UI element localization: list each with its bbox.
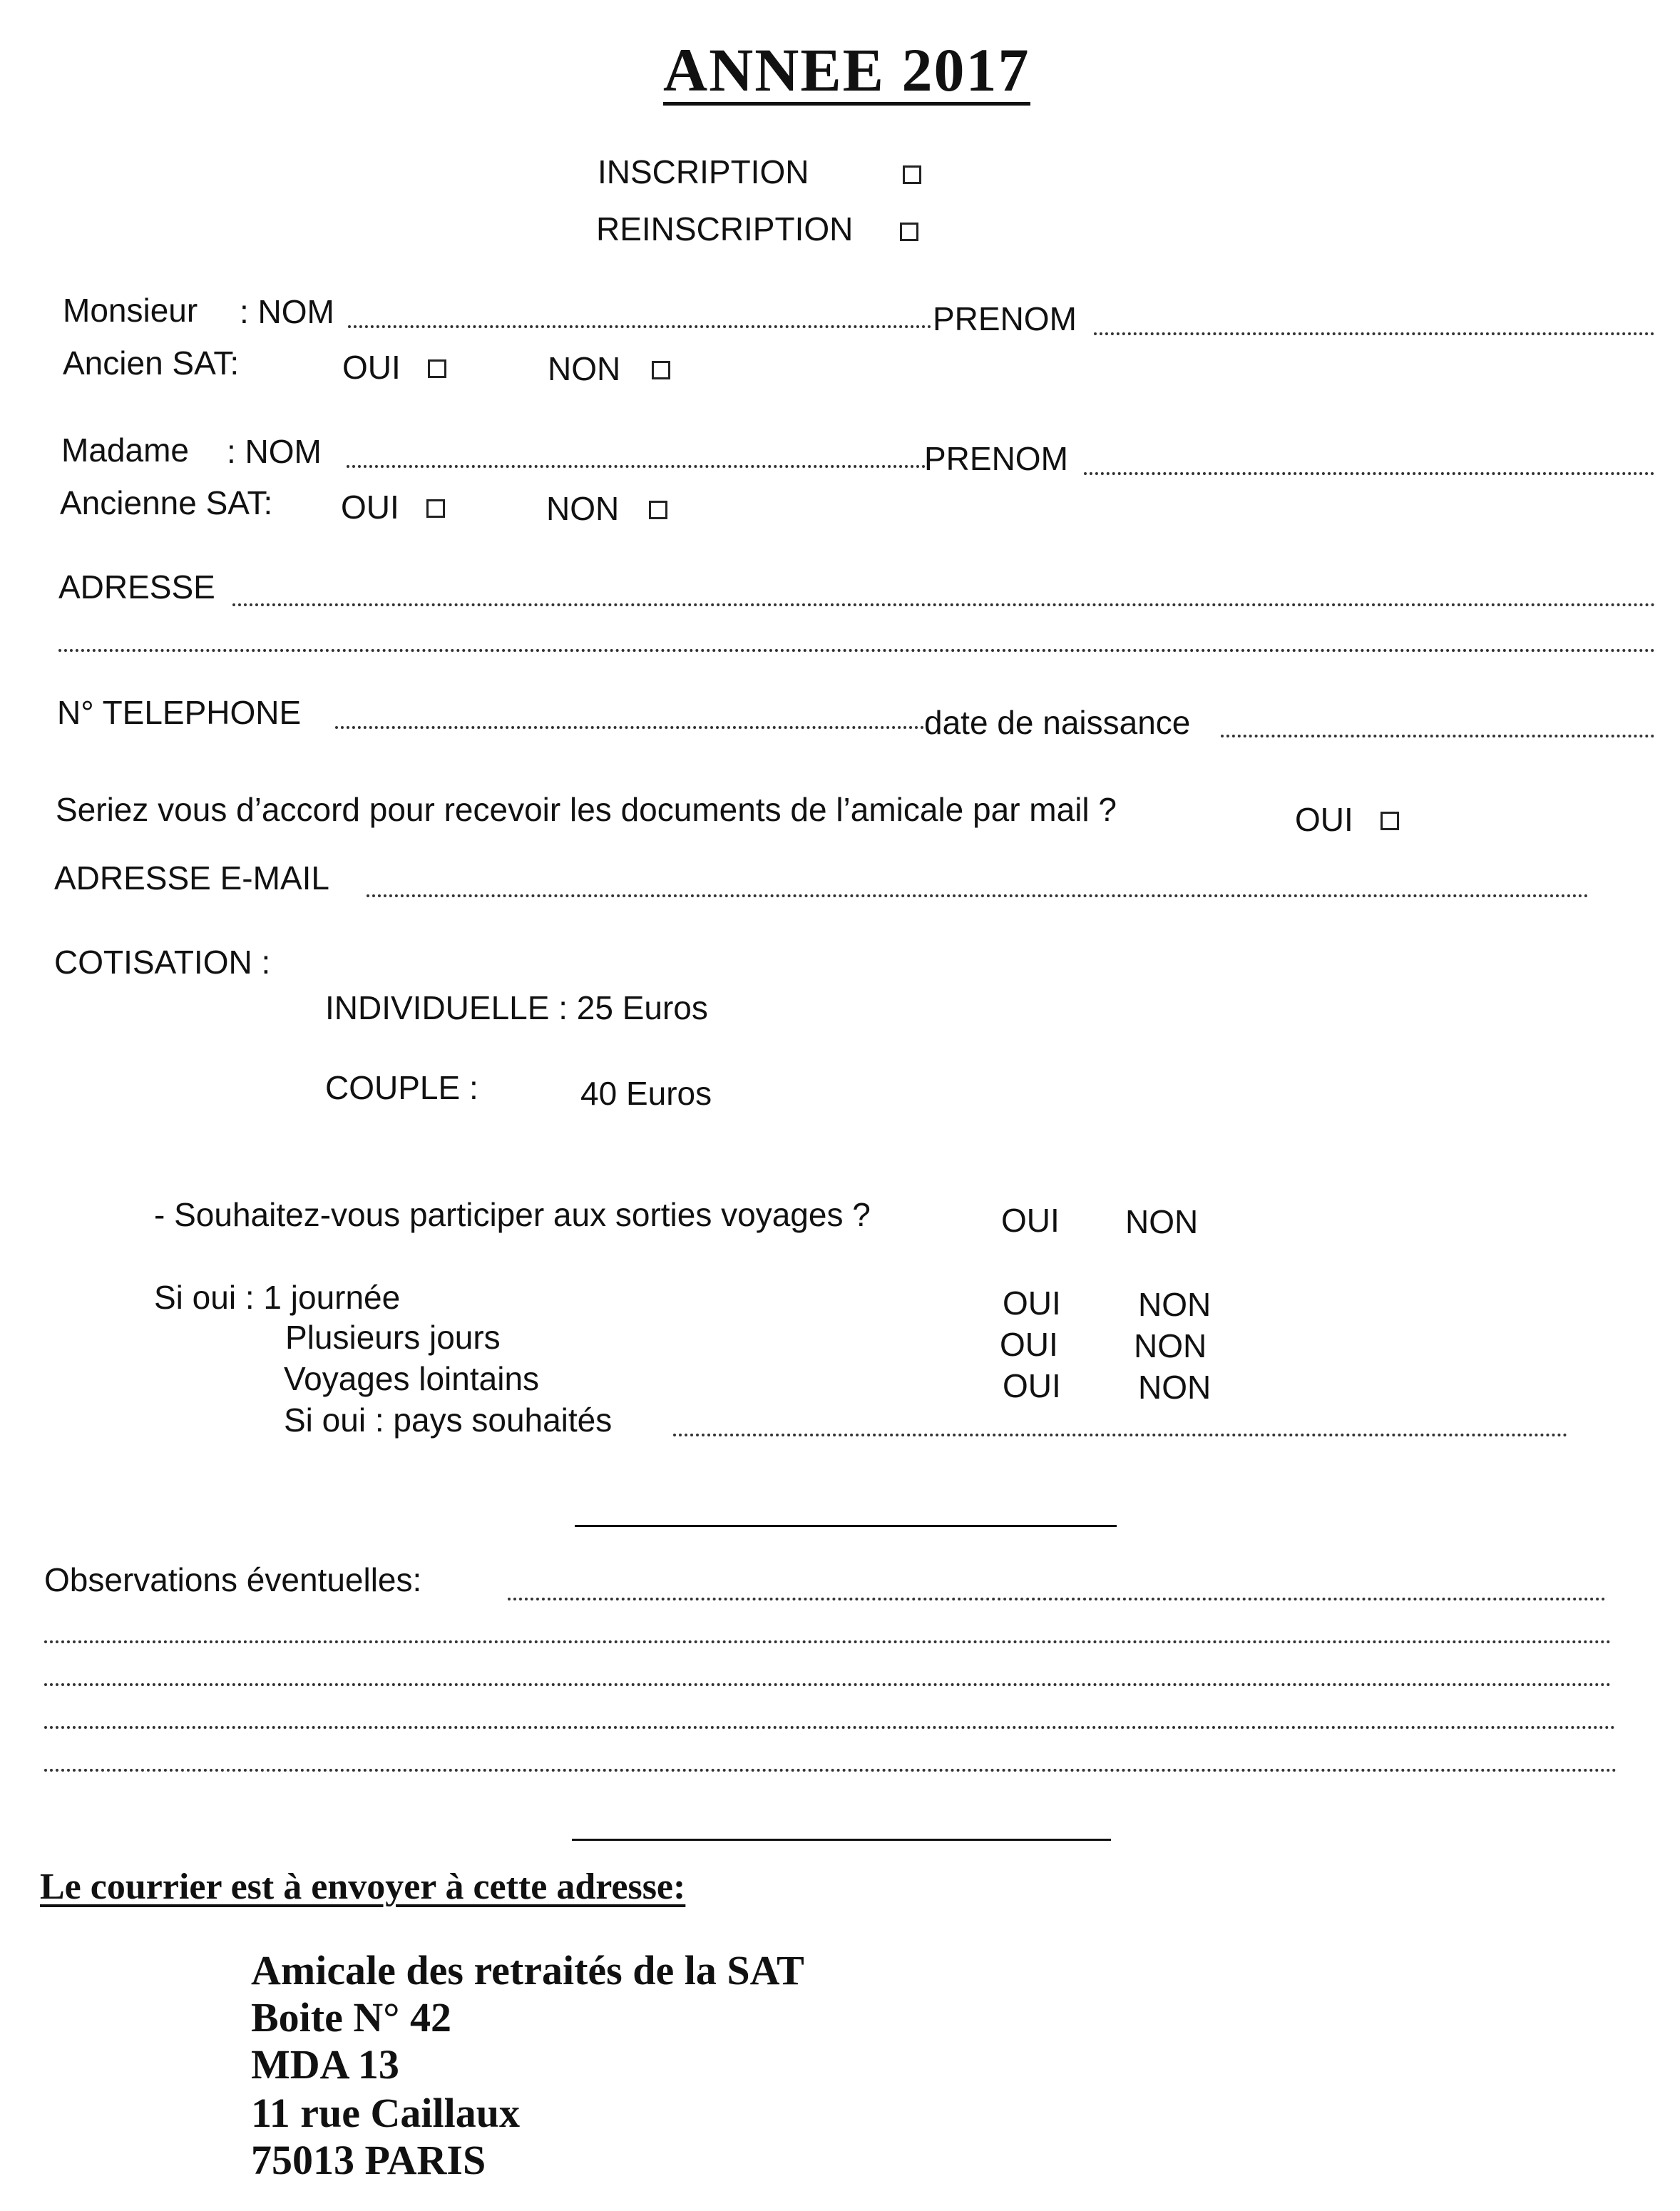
lointains-oui[interactable]: OUI	[1003, 1367, 1061, 1404]
monsieur-prenom-field[interactable]	[1094, 332, 1654, 335]
monsieur-nom-label: : NOM	[240, 293, 334, 330]
madame-ancienne-label: Ancienne SAT:	[60, 484, 273, 521]
madame-oui-checkbox[interactable]	[426, 499, 445, 518]
address-line-2: Boite N° 42	[251, 1994, 451, 2041]
courrier-heading: Le courrier est à envoyer à cette adresse:	[40, 1867, 686, 1907]
telephone-label: N° TELEPHONE	[57, 694, 302, 731]
reinscription-checkbox[interactable]	[900, 223, 918, 241]
telephone-field[interactable]	[335, 726, 924, 729]
mail-consent-oui-label: OUI	[1295, 801, 1353, 838]
page-title: ANNEE 2017	[663, 36, 1030, 104]
observations-label: Observations éventuelles:	[44, 1561, 422, 1598]
monsieur-prenom-label: PRENOM	[933, 300, 1077, 337]
email-field[interactable]	[367, 894, 1589, 897]
madame-prenom-field[interactable]	[1084, 472, 1654, 475]
adresse-field-line2[interactable]	[58, 649, 1656, 652]
reinscription-label: REINSCRIPTION	[596, 210, 854, 247]
voyages-oui[interactable]: OUI	[1001, 1202, 1060, 1239]
madame-non-label: NON	[546, 490, 620, 527]
observations-line3[interactable]	[44, 1683, 1612, 1686]
naissance-field[interactable]	[1221, 735, 1654, 737]
madame-nom-label: : NOM	[227, 433, 322, 470]
monsieur-label: Monsieur	[63, 292, 198, 329]
plusieurs-non[interactable]: NON	[1134, 1327, 1207, 1364]
address-line-4: 11 rue Caillaux	[251, 2090, 521, 2136]
voyages-question: - Souhaitez-vous participer aux sorties voyages ?	[154, 1196, 871, 1233]
monsieur-non-label: NON	[548, 350, 621, 387]
cotisation-couple-value: 40 Euros	[580, 1075, 712, 1112]
monsieur-oui-label: OUI	[342, 349, 401, 386]
adresse-field-line1[interactable]	[232, 603, 1656, 606]
journee-oui[interactable]: OUI	[1003, 1285, 1061, 1322]
separator-bottom	[572, 1839, 1111, 1841]
voyages-non[interactable]: NON	[1125, 1203, 1199, 1240]
monsieur-nom-field[interactable]	[348, 325, 931, 328]
adresse-label: ADRESSE	[58, 568, 215, 606]
address-line-3: MDA 13	[251, 2041, 399, 2088]
cotisation-label: COTISATION :	[54, 944, 271, 981]
address-line-1: Amicale des retraités de la SAT	[251, 1947, 804, 1993]
mail-consent-checkbox[interactable]	[1381, 812, 1399, 830]
observations-line5[interactable]	[44, 1769, 1617, 1772]
observations-line1[interactable]	[508, 1598, 1606, 1600]
madame-prenom-label: PRENOM	[924, 440, 1068, 477]
mail-consent-question: Seriez vous d’accord pour recevoir les documents de l’amicale par mail ?	[56, 791, 1117, 828]
naissance-label: date de naissance	[924, 704, 1191, 741]
madame-non-checkbox[interactable]	[649, 501, 667, 519]
inscription-label: INSCRIPTION	[598, 153, 809, 190]
madame-nom-field[interactable]	[347, 465, 926, 468]
observations-line4[interactable]	[44, 1726, 1616, 1729]
cotisation-individuelle: INDIVIDUELLE : 25 Euros	[325, 989, 708, 1026]
separator-top	[575, 1525, 1117, 1527]
monsieur-non-checkbox[interactable]	[652, 361, 670, 379]
email-label: ADRESSE E-MAIL	[54, 859, 329, 897]
madame-label: Madame	[61, 432, 189, 469]
pays-field[interactable]	[673, 1434, 1567, 1436]
monsieur-oui-checkbox[interactable]	[428, 359, 446, 378]
cotisation-couple-label: COUPLE :	[325, 1069, 478, 1106]
inscription-checkbox[interactable]	[903, 165, 921, 184]
voyages-journee-label: Si oui : 1 journée	[154, 1279, 401, 1316]
plusieurs-jours-label: Plusieurs jours	[285, 1319, 501, 1356]
pays-label: Si oui : pays souhaités	[284, 1401, 613, 1439]
journee-non[interactable]: NON	[1138, 1286, 1212, 1323]
lointains-non[interactable]: NON	[1138, 1369, 1212, 1406]
address-line-5: 75013 PARIS	[251, 2137, 486, 2183]
lointains-label: Voyages lointains	[284, 1360, 540, 1397]
plusieurs-oui[interactable]: OUI	[1000, 1326, 1058, 1363]
madame-oui-label: OUI	[341, 489, 399, 526]
observations-line2[interactable]	[44, 1640, 1612, 1643]
monsieur-ancien-label: Ancien SAT:	[63, 344, 240, 382]
